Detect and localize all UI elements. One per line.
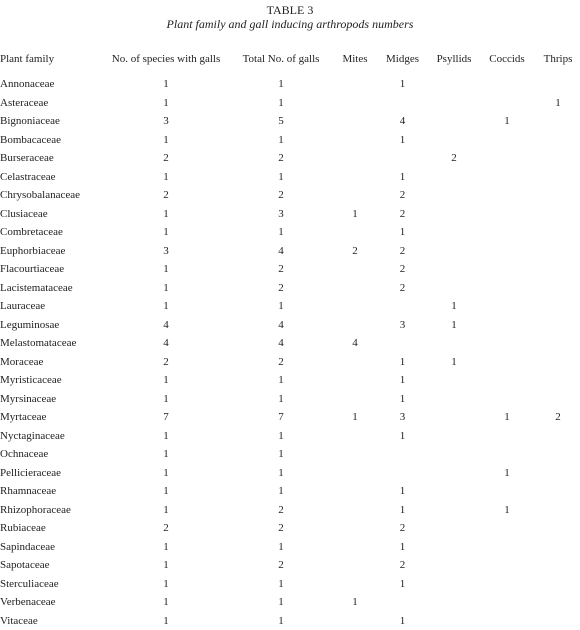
cell-total-galls: 2 xyxy=(227,556,335,575)
column-header-mites: Mites xyxy=(335,48,375,70)
cell-total-galls: 2 xyxy=(227,279,335,298)
cell-coccids xyxy=(478,297,536,316)
cell-plant-family: Rhizophoraceae xyxy=(0,501,105,520)
cell-coccids xyxy=(478,131,536,150)
cell-species-with-galls: 2 xyxy=(105,186,227,205)
cell-plant-family: Flacourtiaceae xyxy=(0,260,105,279)
cell-total-galls: 1 xyxy=(227,445,335,464)
cell-mites xyxy=(335,427,375,446)
cell-coccids xyxy=(478,223,536,242)
column-header-total-galls: Total No. of galls xyxy=(227,48,335,70)
cell-midges: 2 xyxy=(375,279,430,298)
cell-coccids xyxy=(478,260,536,279)
cell-mites: 1 xyxy=(335,408,375,427)
table-row xyxy=(0,482,580,501)
cell-midges: 1 xyxy=(375,371,430,390)
cell-midges: 1 xyxy=(375,223,430,242)
table-row xyxy=(0,519,580,538)
table-header xyxy=(0,48,580,75)
table-row xyxy=(0,353,580,372)
cell-plant-family: Sapotaceae xyxy=(0,556,105,575)
cell-species-with-galls: 1 xyxy=(105,445,227,464)
cell-psyllids xyxy=(430,371,478,390)
table-row xyxy=(0,334,580,353)
cell-plant-family: Burseraceae xyxy=(0,149,105,168)
cell-total-galls: 4 xyxy=(227,334,335,353)
cell-coccids xyxy=(478,427,536,446)
cell-thrips xyxy=(536,168,580,187)
cell-plant-family: Vitaceae xyxy=(0,612,105,630)
cell-species-with-galls: 1 xyxy=(105,482,227,501)
cell-thrips xyxy=(536,260,580,279)
table-row xyxy=(0,538,580,557)
cell-thrips xyxy=(536,223,580,242)
cell-psyllids xyxy=(430,501,478,520)
table-title: Plant family and gall inducing arthropods numbers xyxy=(0,17,580,31)
cell-total-galls: 2 xyxy=(227,260,335,279)
cell-mites: 1 xyxy=(335,593,375,612)
cell-mites xyxy=(335,575,375,594)
cell-coccids xyxy=(478,593,536,612)
cell-coccids xyxy=(478,75,536,94)
table-row xyxy=(0,316,580,335)
cell-total-galls: 1 xyxy=(227,223,335,242)
column-header-coccids: Coccids xyxy=(478,48,536,70)
cell-coccids xyxy=(478,556,536,575)
cell-midges xyxy=(375,94,430,113)
cell-plant-family: Chrysobalanaceae xyxy=(0,186,105,205)
cell-species-with-galls: 1 xyxy=(105,556,227,575)
cell-midges: 1 xyxy=(375,612,430,630)
cell-midges: 1 xyxy=(375,75,430,94)
cell-plant-family: Annonaceae xyxy=(0,75,105,94)
cell-plant-family: Lauraceae xyxy=(0,297,105,316)
cell-mites xyxy=(335,538,375,557)
cell-mites xyxy=(335,260,375,279)
cell-total-galls: 1 xyxy=(227,427,335,446)
cell-psyllids xyxy=(430,205,478,224)
cell-species-with-galls: 1 xyxy=(105,297,227,316)
cell-plant-family: Celastraceae xyxy=(0,168,105,187)
cell-total-galls: 1 xyxy=(227,75,335,94)
cell-plant-family: Lacistemataceae xyxy=(0,279,105,298)
cell-total-galls: 3 xyxy=(227,205,335,224)
cell-species-with-galls: 1 xyxy=(105,131,227,150)
cell-species-with-galls: 1 xyxy=(105,94,227,113)
cell-plant-family: Rhamnaceae xyxy=(0,482,105,501)
cell-plant-family: Myrtaceae xyxy=(0,408,105,427)
cell-psyllids xyxy=(430,519,478,538)
cell-total-galls: 7 xyxy=(227,408,335,427)
column-header-species-with-galls: No. of species with galls xyxy=(105,48,227,70)
cell-species-with-galls: 1 xyxy=(105,390,227,409)
cell-species-with-galls: 7 xyxy=(105,408,227,427)
cell-midges: 2 xyxy=(375,260,430,279)
cell-mites xyxy=(335,445,375,464)
cell-mites xyxy=(335,186,375,205)
cell-midges xyxy=(375,464,430,483)
table-row xyxy=(0,94,580,113)
cell-species-with-galls: 1 xyxy=(105,168,227,187)
cell-plant-family: Nyctaginaceae xyxy=(0,427,105,446)
cell-total-galls: 1 xyxy=(227,575,335,594)
cell-species-with-galls: 2 xyxy=(105,353,227,372)
cell-coccids xyxy=(478,519,536,538)
cell-thrips xyxy=(536,593,580,612)
cell-coccids xyxy=(478,482,536,501)
table-row xyxy=(0,297,580,316)
gall-table xyxy=(0,48,580,630)
cell-psyllids xyxy=(430,538,478,557)
cell-midges: 1 xyxy=(375,575,430,594)
cell-midges: 2 xyxy=(375,186,430,205)
cell-plant-family: Ochnaceae xyxy=(0,445,105,464)
cell-species-with-galls: 3 xyxy=(105,242,227,261)
cell-midges: 1 xyxy=(375,168,430,187)
cell-midges: 1 xyxy=(375,482,430,501)
cell-plant-family: Moraceae xyxy=(0,353,105,372)
column-header-psyllids: Psyllids xyxy=(430,48,478,70)
cell-mites xyxy=(335,168,375,187)
cell-plant-family: Pellicieraceae xyxy=(0,464,105,483)
cell-species-with-galls: 1 xyxy=(105,223,227,242)
cell-psyllids xyxy=(430,427,478,446)
cell-midges: 4 xyxy=(375,112,430,131)
cell-midges: 1 xyxy=(375,538,430,557)
cell-species-with-galls: 4 xyxy=(105,316,227,335)
cell-mites: 1 xyxy=(335,205,375,224)
cell-psyllids xyxy=(430,279,478,298)
cell-thrips xyxy=(536,445,580,464)
cell-species-with-galls: 3 xyxy=(105,112,227,131)
cell-psyllids xyxy=(430,131,478,150)
cell-psyllids xyxy=(430,260,478,279)
cell-mites xyxy=(335,149,375,168)
cell-species-with-galls: 1 xyxy=(105,427,227,446)
cell-coccids xyxy=(478,390,536,409)
table-row xyxy=(0,131,580,150)
cell-midges: 1 xyxy=(375,427,430,446)
cell-coccids: 1 xyxy=(478,112,536,131)
table-row xyxy=(0,593,580,612)
cell-psyllids xyxy=(430,482,478,501)
table-row xyxy=(0,575,580,594)
table-row xyxy=(0,408,580,427)
cell-total-galls: 1 xyxy=(227,297,335,316)
cell-thrips xyxy=(536,112,580,131)
cell-psyllids xyxy=(430,390,478,409)
table-row xyxy=(0,168,580,187)
cell-midges: 1 xyxy=(375,131,430,150)
cell-mites xyxy=(335,316,375,335)
cell-midges xyxy=(375,593,430,612)
cell-species-with-galls: 1 xyxy=(105,279,227,298)
cell-coccids xyxy=(478,575,536,594)
cell-coccids xyxy=(478,316,536,335)
cell-thrips: 1 xyxy=(536,94,580,113)
cell-plant-family: Bignoniaceae xyxy=(0,112,105,131)
cell-psyllids xyxy=(430,334,478,353)
cell-psyllids xyxy=(430,223,478,242)
cell-mites xyxy=(335,556,375,575)
cell-total-galls: 2 xyxy=(227,501,335,520)
cell-total-galls: 1 xyxy=(227,538,335,557)
cell-coccids xyxy=(478,168,536,187)
cell-mites xyxy=(335,279,375,298)
cell-psyllids xyxy=(430,94,478,113)
cell-species-with-galls: 4 xyxy=(105,334,227,353)
cell-species-with-galls: 1 xyxy=(105,538,227,557)
cell-thrips xyxy=(536,556,580,575)
table-label: TABLE 3 xyxy=(0,3,580,17)
cell-psyllids xyxy=(430,593,478,612)
cell-coccids xyxy=(478,149,536,168)
cell-thrips xyxy=(536,131,580,150)
cell-thrips xyxy=(536,242,580,261)
table-row xyxy=(0,612,580,630)
cell-midges xyxy=(375,334,430,353)
cell-psyllids xyxy=(430,408,478,427)
cell-species-with-galls: 2 xyxy=(105,519,227,538)
cell-coccids xyxy=(478,334,536,353)
cell-psyllids xyxy=(430,186,478,205)
cell-plant-family: Bombacaceae xyxy=(0,131,105,150)
cell-coccids xyxy=(478,371,536,390)
cell-psyllids xyxy=(430,612,478,630)
cell-thrips: 2 xyxy=(536,408,580,427)
cell-coccids xyxy=(478,353,536,372)
cell-psyllids: 2 xyxy=(430,149,478,168)
header-row xyxy=(0,48,580,70)
cell-midges: 1 xyxy=(375,501,430,520)
cell-plant-family: Melastomataceae xyxy=(0,334,105,353)
cell-total-galls: 1 xyxy=(227,131,335,150)
table-row xyxy=(0,149,580,168)
table-row xyxy=(0,75,580,94)
cell-total-galls: 1 xyxy=(227,168,335,187)
cell-total-galls: 1 xyxy=(227,371,335,390)
cell-total-galls: 1 xyxy=(227,94,335,113)
cell-coccids: 1 xyxy=(478,408,536,427)
cell-total-galls: 1 xyxy=(227,482,335,501)
cell-total-galls: 1 xyxy=(227,390,335,409)
cell-total-galls: 2 xyxy=(227,353,335,372)
cell-coccids xyxy=(478,186,536,205)
table-row xyxy=(0,445,580,464)
cell-mites xyxy=(335,75,375,94)
cell-midges xyxy=(375,149,430,168)
cell-total-galls: 1 xyxy=(227,593,335,612)
table-row xyxy=(0,371,580,390)
cell-total-galls: 2 xyxy=(227,519,335,538)
cell-thrips xyxy=(536,519,580,538)
table-row xyxy=(0,186,580,205)
cell-thrips xyxy=(536,612,580,630)
cell-plant-family: Verbenaceae xyxy=(0,593,105,612)
cell-midges: 1 xyxy=(375,390,430,409)
cell-total-galls: 2 xyxy=(227,186,335,205)
cell-species-with-galls: 2 xyxy=(105,149,227,168)
cell-species-with-galls: 1 xyxy=(105,575,227,594)
cell-total-galls: 1 xyxy=(227,612,335,630)
table-body xyxy=(0,75,580,630)
cell-total-galls: 4 xyxy=(227,316,335,335)
cell-mites xyxy=(335,464,375,483)
cell-mites xyxy=(335,112,375,131)
cell-thrips xyxy=(536,482,580,501)
cell-coccids xyxy=(478,94,536,113)
cell-thrips xyxy=(536,316,580,335)
cell-psyllids xyxy=(430,445,478,464)
cell-coccids: 1 xyxy=(478,501,536,520)
cell-mites xyxy=(335,501,375,520)
cell-psyllids xyxy=(430,75,478,94)
cell-midges: 2 xyxy=(375,556,430,575)
cell-mites xyxy=(335,353,375,372)
cell-psyllids: 1 xyxy=(430,316,478,335)
cell-total-galls: 2 xyxy=(227,149,335,168)
cell-thrips xyxy=(536,205,580,224)
cell-species-with-galls: 1 xyxy=(105,593,227,612)
column-header-plant-family: Plant family xyxy=(0,48,105,70)
cell-species-with-galls: 1 xyxy=(105,464,227,483)
cell-coccids xyxy=(478,445,536,464)
cell-psyllids xyxy=(430,112,478,131)
table-row xyxy=(0,464,580,483)
table-row xyxy=(0,427,580,446)
cell-total-galls: 1 xyxy=(227,464,335,483)
cell-coccids xyxy=(478,538,536,557)
cell-thrips xyxy=(536,538,580,557)
cell-thrips xyxy=(536,75,580,94)
cell-thrips xyxy=(536,427,580,446)
cell-midges: 3 xyxy=(375,408,430,427)
column-header-midges: Midges xyxy=(375,48,430,70)
table-row xyxy=(0,223,580,242)
cell-mites xyxy=(335,297,375,316)
cell-coccids xyxy=(478,205,536,224)
cell-plant-family: Combretaceae xyxy=(0,223,105,242)
cell-thrips xyxy=(536,186,580,205)
cell-mites xyxy=(335,223,375,242)
cell-species-with-galls: 1 xyxy=(105,260,227,279)
cell-mites xyxy=(335,482,375,501)
cell-thrips xyxy=(536,371,580,390)
cell-thrips xyxy=(536,353,580,372)
cell-total-galls: 4 xyxy=(227,242,335,261)
cell-plant-family: Sterculiaceae xyxy=(0,575,105,594)
table-row xyxy=(0,260,580,279)
cell-psyllids: 1 xyxy=(430,297,478,316)
cell-species-with-galls: 1 xyxy=(105,612,227,630)
cell-midges xyxy=(375,445,430,464)
cell-mites: 2 xyxy=(335,242,375,261)
cell-midges: 3 xyxy=(375,316,430,335)
column-header-thrips: Thrips xyxy=(536,48,580,70)
cell-mites xyxy=(335,371,375,390)
cell-thrips xyxy=(536,390,580,409)
cell-coccids xyxy=(478,612,536,630)
cell-thrips xyxy=(536,279,580,298)
cell-species-with-galls: 1 xyxy=(105,75,227,94)
cell-total-galls: 5 xyxy=(227,112,335,131)
cell-plant-family: Euphorbiaceae xyxy=(0,242,105,261)
cell-mites xyxy=(335,131,375,150)
cell-psyllids xyxy=(430,168,478,187)
cell-plant-family: Myrsinaceae xyxy=(0,390,105,409)
cell-species-with-galls: 1 xyxy=(105,205,227,224)
cell-midges: 2 xyxy=(375,205,430,224)
cell-thrips xyxy=(536,297,580,316)
cell-plant-family: Rubiaceae xyxy=(0,519,105,538)
table-row xyxy=(0,501,580,520)
cell-mites xyxy=(335,519,375,538)
cell-plant-family: Sapindaceae xyxy=(0,538,105,557)
cell-mites xyxy=(335,390,375,409)
cell-psyllids xyxy=(430,242,478,261)
cell-psyllids xyxy=(430,464,478,483)
cell-mites xyxy=(335,612,375,630)
cell-mites xyxy=(335,94,375,113)
cell-species-with-galls: 1 xyxy=(105,501,227,520)
cell-plant-family: Myristicaceae xyxy=(0,371,105,390)
cell-midges: 1 xyxy=(375,353,430,372)
table-row xyxy=(0,112,580,131)
cell-psyllids xyxy=(430,575,478,594)
cell-mites: 4 xyxy=(335,334,375,353)
cell-coccids xyxy=(478,279,536,298)
cell-midges xyxy=(375,297,430,316)
cell-coccids xyxy=(478,242,536,261)
table-row xyxy=(0,205,580,224)
cell-thrips xyxy=(536,149,580,168)
cell-thrips xyxy=(536,334,580,353)
cell-plant-family: Clusiaceae xyxy=(0,205,105,224)
cell-thrips xyxy=(536,501,580,520)
cell-midges: 2 xyxy=(375,242,430,261)
cell-psyllids: 1 xyxy=(430,353,478,372)
cell-plant-family: Asteraceae xyxy=(0,94,105,113)
cell-psyllids xyxy=(430,556,478,575)
cell-species-with-galls: 1 xyxy=(105,371,227,390)
cell-thrips xyxy=(536,575,580,594)
table-row xyxy=(0,556,580,575)
table-row xyxy=(0,390,580,409)
cell-plant-family: Leguminosae xyxy=(0,316,105,335)
table-row xyxy=(0,279,580,298)
cell-thrips xyxy=(536,464,580,483)
table-row xyxy=(0,242,580,261)
cell-midges: 2 xyxy=(375,519,430,538)
cell-coccids: 1 xyxy=(478,464,536,483)
